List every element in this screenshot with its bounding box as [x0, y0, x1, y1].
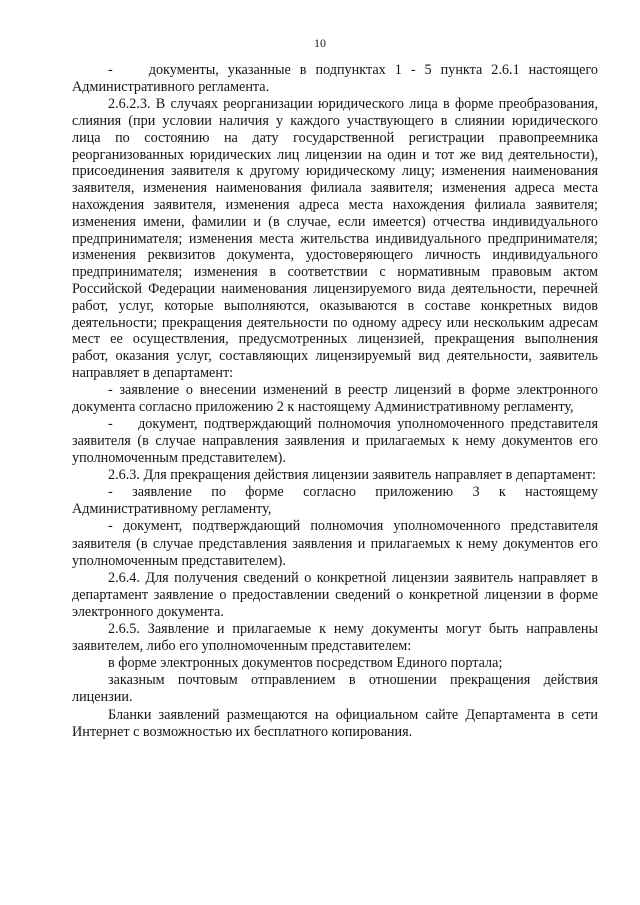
paragraph-forms-website: Бланки заявлений размещаются на официальном сайте Департамента в сети Интернет с возможностью их бесплатного копирования.	[72, 706, 598, 740]
paragraph-authority-document-2: - документ, подтверждающий полномочия уполномоченного представителя заявителя (в случае представления заявления и прилагаемых к нему документов его уполномоченным представителем).	[72, 518, 598, 569]
paragraph-electronic-form: в форме электронных документов посредством Единого портала;	[108, 655, 503, 672]
paragraph-2-6-4: 2.6.4. Для получения сведений о конкретной лицензии заявитель направляет в департамент заявление о предоставлении сведений о конкретной лицензии в форме электронного документа.	[72, 569, 598, 620]
paragraph-application-changes: - заявление о внесении изменений в реестр лицензий в форме электронного документа согласно приложению 2 к настоящему Административному регламенту,	[72, 381, 598, 415]
paragraph-documents-list: - документы, указанные в подпунктах 1 - 5 пункта 2.6.1 настоящего Административного регламента.	[72, 62, 598, 96]
paragraph-2-6-3: 2.6.3. Для прекращения действия лицензии заявитель направляет в департамент:	[108, 467, 596, 484]
paragraph-application-termination: - заявление по форме согласно приложению 3 к настоящему Административному регламенту,	[72, 484, 598, 518]
page-number: 10	[314, 36, 326, 50]
paragraph-authority-document: - документ, подтверждающий полномочия уполномоченного представителя заявителя (в случае направления заявления и прилагаемых к нему документов его уполномоченным представителем).	[72, 415, 598, 467]
paragraph-2-6-2-3: 2.6.2.3. В случаях реорганизации юридического лица в форме преобразования, слияния (при условии наличия у каждого участвующего в слиянии юридического лица по состоянию на дату государственной регистрации правопреемника реорганизованных юридических лиц лицензии на один и тот же вид деятельности), присоединения заявителя к другому юридическому лицу; изменения наименования заявителя, изменения наименования филиала заявителя; изменения адреса места нахождения заявителя, изменения адреса места нахождения филиала заявителя; изменения имени, фамилии и (в случае, если имеется) отчества индивидуального предпринимателя; изменения места жительства индивидуального предпринимателя; изменения реквизитов документа, удостоверяющего личность индивидуального предпринимателя; изменения в соответствии с нормативным правовым актом Российской Федерации наименования лицензируемого вида деятельности, перечней работ, услуг, которые выполняются, оказываются в составе конкретных видов деятельности; прекращения деятельности по одному адресу или нескольким адресам мест ее осуществления, предусмотренных лицензией, прекращения выполнения работ, оказания услуг, составляющих лицензируемый вид деятельности, заявитель направляет в департамент:	[72, 96, 598, 381]
paragraph-registered-mail: заказным почтовым отправлением в отношении прекращения действия лицензии.	[72, 672, 598, 706]
body-text	[72, 62, 598, 741]
paragraph-2-6-5: 2.6.5. Заявление и прилагаемые к нему документы могут быть направлены заявителем, либо его уполномоченным представителем:	[72, 621, 598, 655]
